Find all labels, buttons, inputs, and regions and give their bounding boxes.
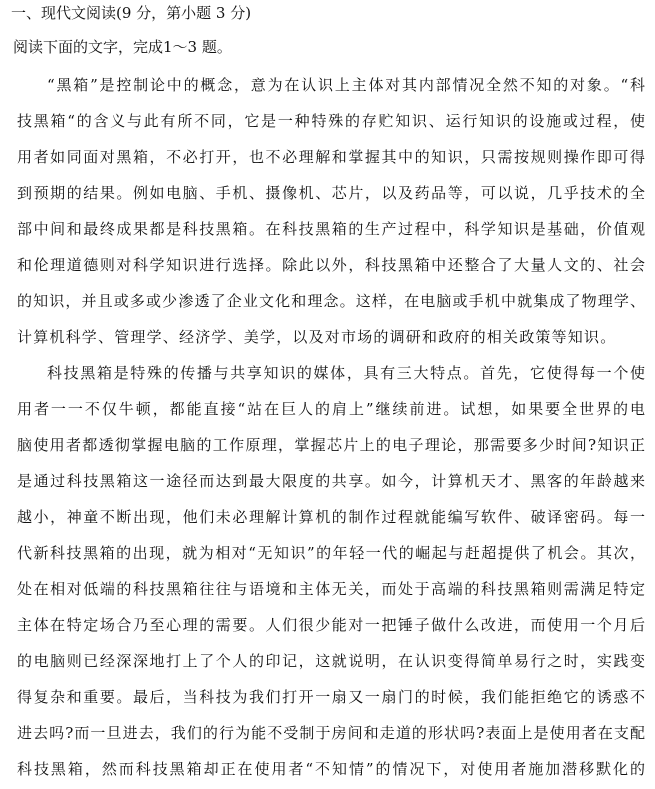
paragraph-1 bbox=[17, 67, 645, 355]
text-line: 科技黑箱，然而科技黑箱却正在使用者“不知情”的情况下，对使用者施加潜移默化的 bbox=[17, 760, 645, 778]
text-line: 代新科技黑箱的出现，就为相对“无知识”的年轻一代的崛起与赶超提供了机会。其次， bbox=[17, 544, 645, 562]
text-line: 科技黑箱是特殊的传播与共享知识的媒体，具有三大特点。首先，它使得每一个使 bbox=[47, 364, 645, 382]
text-line: 越小，神童不断出现，他们未必理解计算机的制作过程就能编写软件、破译密码。每一 bbox=[17, 508, 645, 526]
reading-passage bbox=[17, 67, 645, 787]
text-line: 到预期的结果。例如电脑、手机、摄像机、芯片，以及药品等，可以说，几乎技术的全 bbox=[17, 184, 645, 202]
text-line: 脑使用者都透彻掌握电脑的工作原理，掌握芯片上的电子理论，那需要多少时间?知识正 bbox=[17, 436, 645, 454]
text-line: 和伦理道德则对科学知识进行选择。除此以外，科技黑箱中还整合了大量人文的、社会 bbox=[17, 256, 645, 274]
text-line: 处在相对低端的科技黑箱往往与语境和主体无关，而处于高端的科技黑箱则需满足特定 bbox=[17, 580, 645, 598]
paragraph-2 bbox=[17, 355, 645, 787]
text-line: 的电脑则已经深深地打上了个人的印记，这就说明，在认识变得简单易行之时，实践变 bbox=[17, 652, 645, 670]
text-line: 的知识，并且或多或少渗透了企业文化和理念。这样，在电脑或手机中就集成了物理学、 bbox=[17, 292, 645, 310]
reading-instruction: 阅读下面的文字，完成1～3 题。 bbox=[13, 38, 232, 56]
text-line: 是通过科技黑箱这一途径而达到最大限度的共享。如今，计算机天才、黑客的年龄越来 bbox=[17, 472, 645, 490]
text-line: 技黑箱“的含义与此有所不同，它是一种特殊的存贮知识、运行知识的设施或过程，使 bbox=[17, 112, 645, 130]
text-line: 部中间和最终成果都是科技黑箱。在科技黑箱的生产过程中，科学知识是基础，价值观 bbox=[17, 220, 645, 238]
text-line: 用者如同面对黑箱，不必打开，也不必理解和掌握其中的知识，只需按规则操作即可得 bbox=[17, 148, 645, 166]
text-line: 得复杂和重要。最后，当科技为我们打开一扇又一扇门的时候，我们能拒绝它的诱惑不 bbox=[17, 688, 645, 706]
section-heading: 一、现代文阅读(9 分，第小题 3 分) bbox=[11, 4, 252, 22]
text-line: 主体在特定场合乃至心理的需要。人们很少能对一把锤子做什么改进，而使用一个月后 bbox=[17, 616, 645, 634]
text-line: “黑箱”是控制论中的概念，意为在认识上主体对其内部情况全然不知的对象。“科 bbox=[47, 76, 645, 94]
text-line: 进去吗?而一旦进去，我们的行为能不受制于房间和走道的形状吗?表面上是使用者在支配 bbox=[17, 724, 645, 742]
text-line: 计算机科学、管理学、经济学、美学，以及对市场的调研和政府的相关政策等知识。 bbox=[17, 328, 617, 346]
text-line: 用者一一不仅牛顿，都能直接“站在巨人的肩上”继续前进。试想，如果要全世界的电 bbox=[17, 400, 645, 418]
